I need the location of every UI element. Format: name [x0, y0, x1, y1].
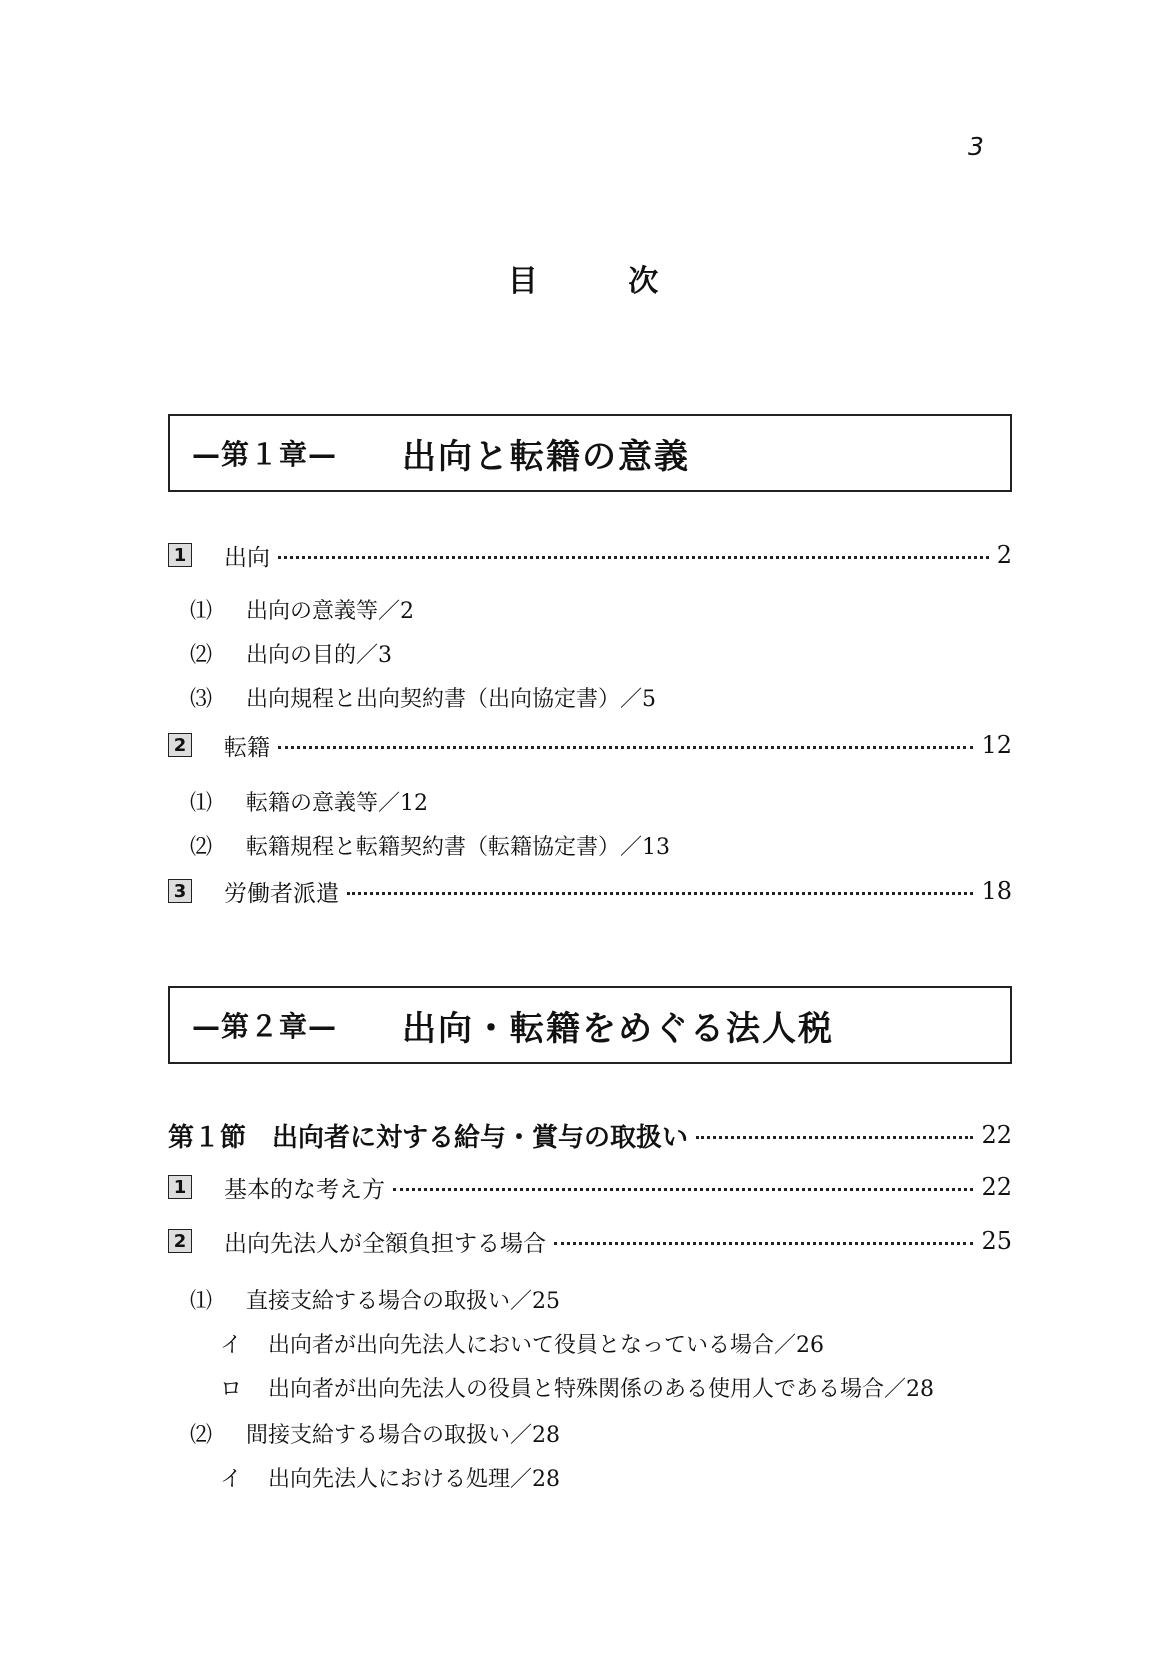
entry-label: 出向: [224, 544, 270, 571]
toc-sub-entry[interactable]: [190, 1418, 560, 1449]
section-label: 第１節 出向者に対する給与・賞与の取扱い: [168, 1122, 689, 1153]
sub-text: 転籍の意義等／12: [246, 791, 428, 816]
entry-page: 25: [981, 1227, 1012, 1255]
sub-marker: ⑶: [190, 687, 213, 712]
section-page: 22: [981, 1121, 1012, 1149]
entry-label: 労働者派遣: [224, 880, 339, 907]
dot-leader: [278, 556, 989, 559]
dot-leader: [554, 1242, 973, 1245]
chapter1-heading: [168, 414, 1012, 492]
subsub-marker: ロ: [220, 1377, 243, 1402]
subsub-marker: イ: [220, 1467, 243, 1492]
toc-sub-entry[interactable]: [190, 830, 670, 861]
chapter1-label: —第１章—: [192, 438, 338, 471]
toc-sub-entry[interactable]: [190, 682, 656, 713]
entry-number: 1: [168, 1175, 192, 1199]
chapter2-label: —第２章—: [192, 1010, 338, 1043]
toc-sub-entry[interactable]: [190, 638, 392, 669]
toc-entry-ch2-1[interactable]: [168, 1170, 1012, 1204]
sub-marker: ⑴: [190, 599, 213, 624]
entry-label: 基本的な考え方: [224, 1176, 385, 1203]
sub-text: 間接支給する場合の取扱い／28: [246, 1423, 560, 1448]
toc-entry-2[interactable]: [168, 728, 1012, 762]
toc-subsub-entry[interactable]: [220, 1328, 824, 1359]
chapter1-title: 出向と転籍の意義: [402, 436, 690, 477]
sub-marker: ⑴: [190, 1289, 213, 1314]
entry-page: 22: [981, 1173, 1012, 1201]
toc-entry-3[interactable]: [168, 874, 1012, 908]
toc-title: [0, 256, 1166, 300]
dot-leader: [278, 746, 973, 749]
toc-entry-ch2-2[interactable]: [168, 1224, 1012, 1258]
subsub-text: 出向先法人における処理／28: [268, 1467, 560, 1492]
sub-text: 出向の意義等／2: [246, 599, 414, 624]
chapter2-title: 出向・転籍をめぐる法人税: [402, 1008, 834, 1049]
sub-marker: ⑴: [190, 791, 213, 816]
toc-sub-entry[interactable]: [190, 1284, 560, 1315]
entry-label: 出向先法人が全額負担する場合: [224, 1230, 546, 1257]
subsub-marker: イ: [220, 1333, 243, 1358]
entry-number: 1: [168, 543, 192, 567]
toc-sub-entry[interactable]: [190, 594, 414, 625]
sub-text: 出向規程と出向契約書（出向協定書）／5: [246, 687, 656, 712]
sub-marker: ⑵: [190, 1423, 213, 1448]
sub-text: 出向の目的／3: [246, 643, 392, 668]
entry-number: 2: [168, 1229, 192, 1253]
entry-number: 3: [168, 879, 192, 903]
sub-text: 直接支給する場合の取扱い／25: [246, 1289, 560, 1314]
subsub-text: 出向者が出向先法人の役員と特殊関係のある使用人である場合／28: [268, 1377, 934, 1402]
entry-page: 12: [981, 731, 1012, 759]
toc-subsub-entry[interactable]: [220, 1462, 560, 1493]
toc-sub-entry[interactable]: [190, 786, 428, 817]
toc-title-left: 目: [507, 264, 538, 299]
toc-entry-1[interactable]: [168, 538, 1012, 572]
chapter2-heading: [168, 986, 1012, 1064]
toc-subsub-entry[interactable]: [220, 1372, 934, 1403]
dot-leader: [696, 1136, 973, 1139]
toc-title-right: 次: [628, 264, 659, 299]
dot-leader: [393, 1188, 973, 1191]
subsub-text: 出向者が出向先法人において役員となっている場合／26: [268, 1333, 824, 1358]
entry-page: 2: [996, 541, 1012, 569]
entry-page: 18: [981, 877, 1012, 905]
sub-marker: ⑵: [190, 643, 213, 668]
entry-number: 2: [168, 733, 192, 757]
page-number: 3: [968, 132, 984, 161]
sub-text: 転籍規程と転籍契約書（転籍協定書）／13: [246, 835, 670, 860]
entry-label: 転籍: [224, 734, 270, 761]
toc-section-1[interactable]: [168, 1118, 1012, 1152]
sub-marker: ⑵: [190, 835, 213, 860]
dot-leader: [347, 892, 973, 895]
